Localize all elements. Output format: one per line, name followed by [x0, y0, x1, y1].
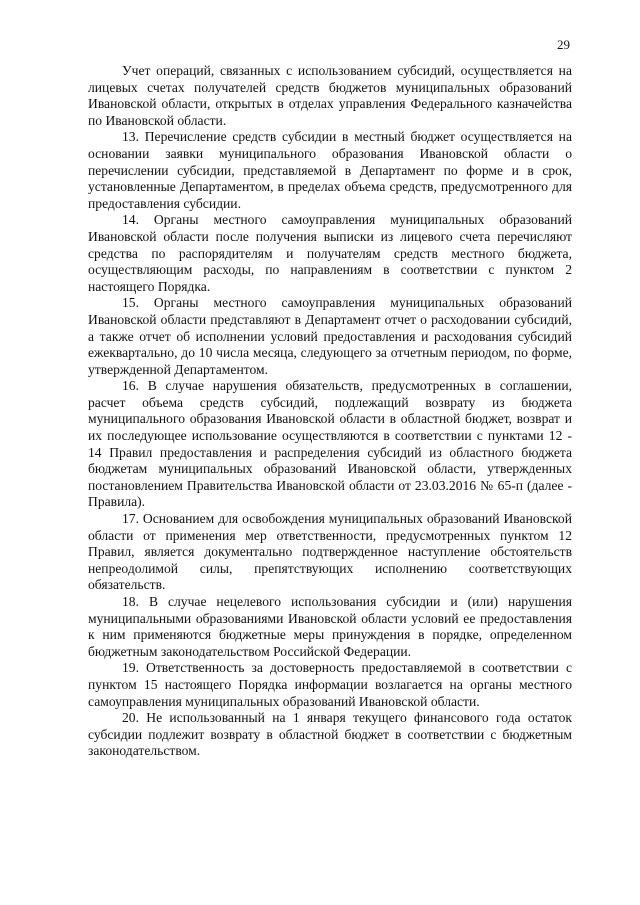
paragraph-15: 15. Органы местного самоуправления муниципальных образований Ивановской области представляют в Департамент отчет о расходовании субсидий, а также отчет об исполнении условий предоставления и расходования субсидий ежеквартально, до 10 числа месяца, следующего за отчетным периодом, по форме, утвержденной Департаментом. — [88, 295, 572, 377]
document-body — [88, 63, 572, 760]
paragraph-14: 14. Органы местного самоуправления муниципальных образований Ивановской области после получения выписки из лицевого счета перечисляют средства по распорядителям и получателям средств местного бюджета, осуществляющим расходы, по направлениям в соответствии с пунктом 2 настоящего Порядка. — [88, 212, 572, 294]
paragraph-17: 17. Основанием для освобождения муниципальных образований Ивановской области от применения мер ответственности, предусмотренных пунктом 12 Правил, является документально подтвержденное наступление обстоятельств непреодолимой силы, препятствующих исполнению соответствующих обязательств. — [88, 511, 572, 593]
page-number: 29 — [557, 37, 570, 52]
paragraph-intro: Учет операций, связанных с использованием субсидий, осуществляется на лицевых счетах получателей средств бюджетов муниципальных образований Ивановской области, открытых в отделах управления Федерального казначейства по Ивановской области. — [88, 63, 572, 128]
paragraph-18: 18. В случае нецелевого использования субсидии и (или) нарушения муниципальными образованиями Ивановской области условий ее предоставления к ним применяются бюджетные меры принуждения в порядке, определенном бюджетным законодательством Российской Федерации. — [88, 594, 572, 659]
paragraph-16: 16. В случае нарушения обязательств, предусмотренных в соглашении, расчет объема средств субсидий, подлежащий возврату из бюджета муниципального образования Ивановской области в областной бюджет, возврат и их последующее использование осуществляются в соответствии с пунктами 12 - 14 Правил предоставления и распределения субсидий из областного бюджета бюджетам муниципальных образований Ивановской области, утвержденных постановлением Правительства Ивановской области от 23.03.2016 № 65-п (далее - Правила). — [88, 378, 572, 510]
paragraph-19: 19. Ответственность за достоверность предоставляемой в соответствии с пунктом 15 настоящего Порядка информации возлагается на органы местного самоуправления муниципальных образований Ивановской области. — [88, 660, 572, 709]
paragraph-13: 13. Перечисление средств субсидии в местный бюджет осуществляется на основании заявки муниципального образования Ивановской области о перечислении субсидии, представляемой в Департамент по форме и в срок, установленные Департаментом, в пределах объема средств, предусмотренного для предоставления субсидии. — [88, 129, 572, 211]
paragraph-20: 20. Не использованный на 1 января текущего финансового года остаток субсидии подлежит возврату в областной бюджет в соответствии с бюджетным законодательством. — [88, 710, 572, 759]
